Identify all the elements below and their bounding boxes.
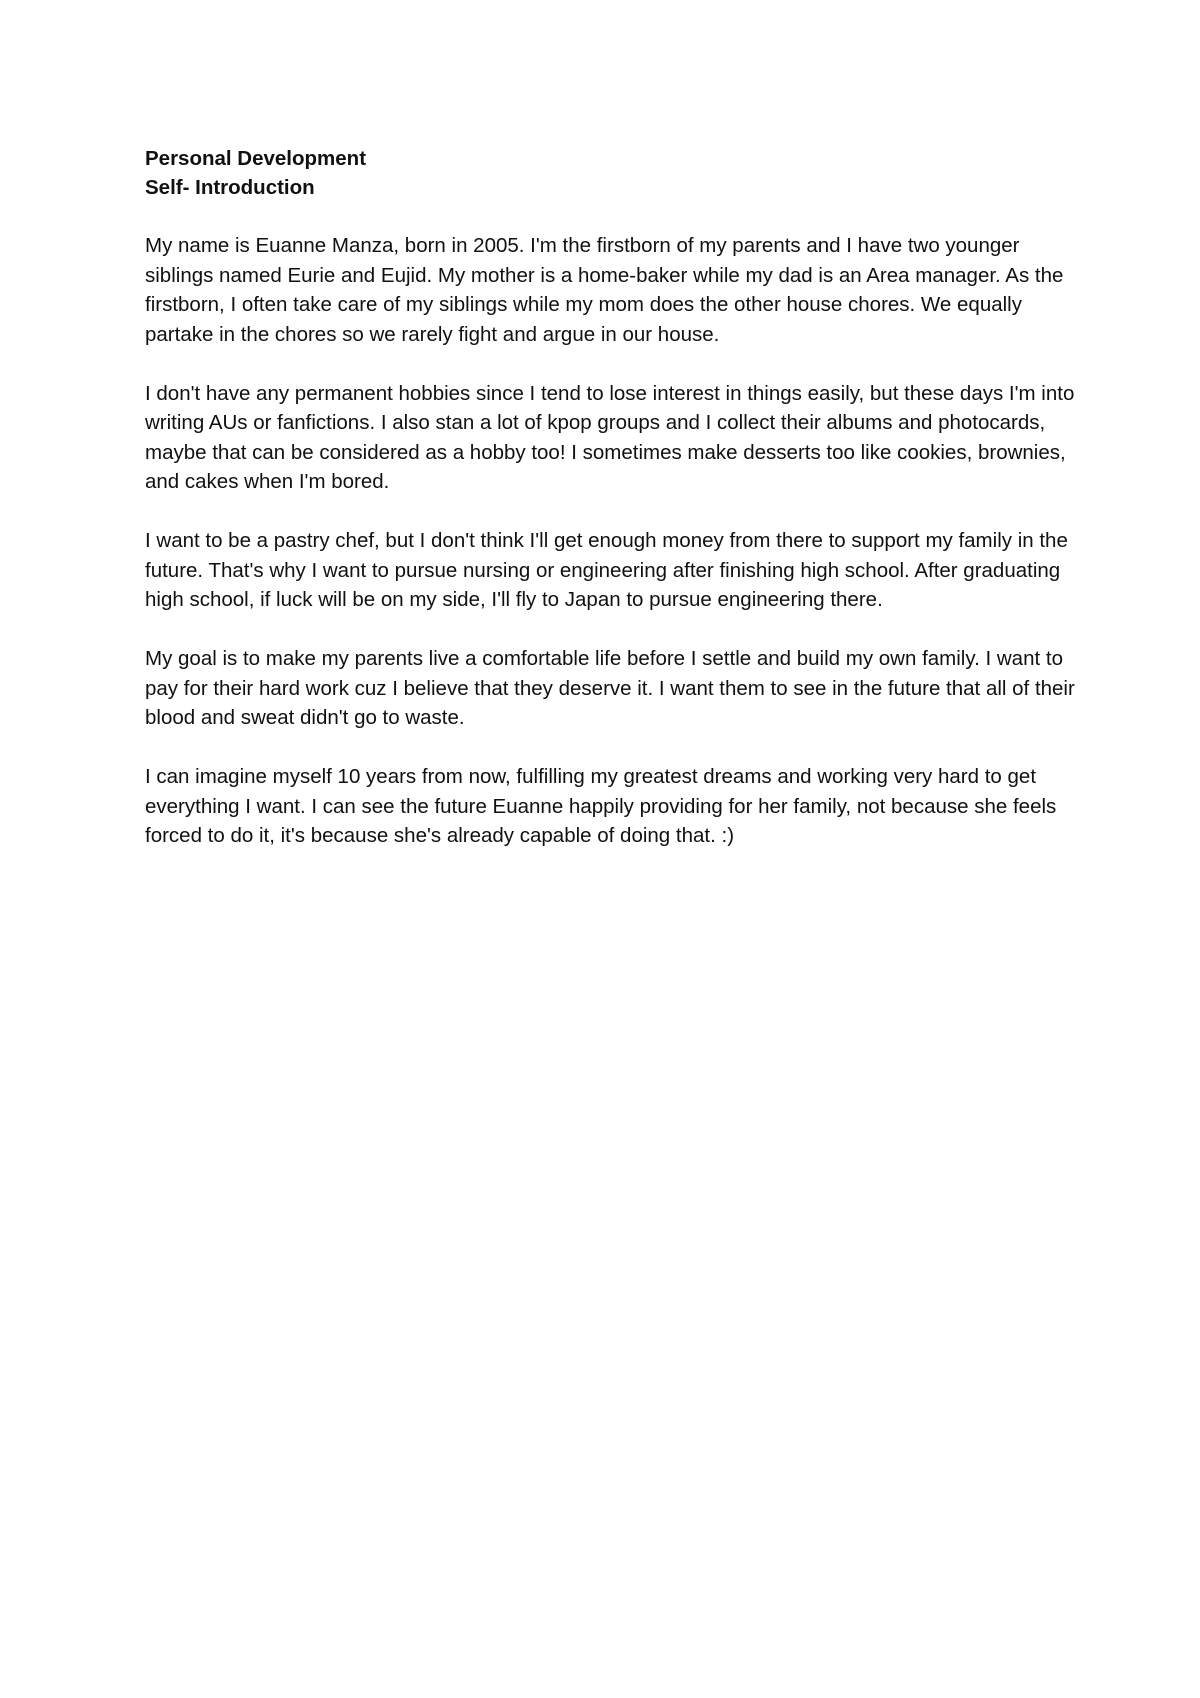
paragraph-career: I want to be a pastry chef, but I don't think I'll get enough money from there to support my family in the future. That's why I want to pursue nursing or engineering after finishing high school. After graduating high school, if luck will be on my side, I'll fly to Japan to pursue engineering there. [145,529,1068,611]
document-title: Personal Development [145,147,367,170]
paragraph-family: My name is Euanne Manza, born in 2005. I'm the firstborn of my parents and I have two younger siblings named Eurie and Eujid. My mother is a home-baker while my dad is an Area manager. As the firstborn, I often take care of my siblings while my mom does the other house chores. We equally partake in the chores so we rarely fight and argue in our house. [145,234,1064,346]
document-subtitle: Self- Introduction [145,176,315,199]
paragraph-future: I can imagine myself 10 years from now, fulfilling my greatest dreams and working very hard to get everything I want. I can see the future Euanne happily providing for her family, not because she feels forced to do it, it's because she's already capable of doing that. :) [145,765,1057,847]
document-body [145,144,1080,880]
spacer [145,202,1080,231]
paragraph-hobbies: I don't have any permanent hobbies since I tend to lose interest in things easily, but these days I'm into writing AUs or fanfictions. I also stan a lot of kpop groups and I collect their albums and photocards, maybe that can be considered as a hobby too! I sometimes make desserts too like cookies, brownies, and cakes when I'm bored. [145,381,1075,493]
paragraph-goal: My goal is to make my parents live a comfortable life before I settle and build my own family. I want to pay for their hard work cuz I believe that they deserve it. I want them to see in the future that all of their blood and sweat didn't go to waste. [145,647,1075,729]
